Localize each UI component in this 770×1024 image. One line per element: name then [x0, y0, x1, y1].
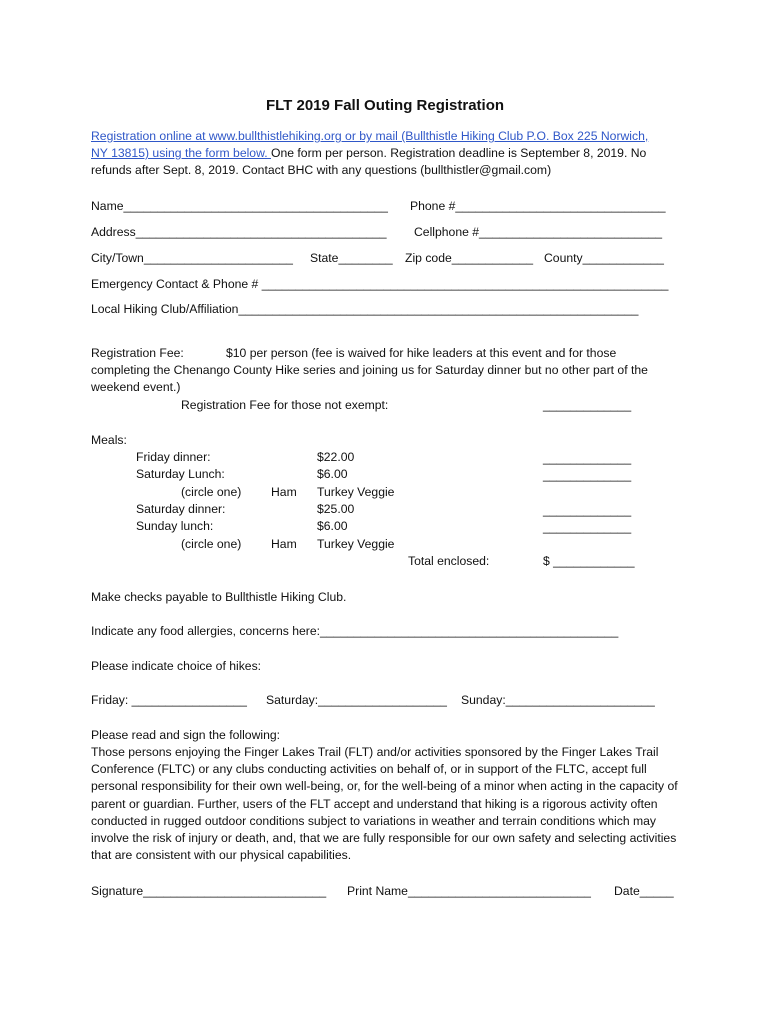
intro-line2-rest: One form per person. Registration deadline is September 8, 2019. No	[271, 146, 647, 160]
saturday-lunch-price: $6.00	[317, 467, 348, 481]
waiver-heading: Please read and sign the following:	[91, 728, 281, 742]
sunday-hike-field[interactable]: Sunday:______________________	[461, 693, 655, 707]
phone-field[interactable]: Phone #_______________________________	[410, 199, 666, 213]
saturday-circle-one: (circle one)	[181, 485, 242, 499]
saturday-dinner-price: $25.00	[317, 502, 355, 516]
name-field[interactable]: Name_______________________________________	[91, 199, 388, 213]
checks-payable-note: Make checks payable to Bullthistle Hiking Club.	[91, 590, 347, 604]
waiver-text: Those persons enjoying the Finger Lakes Trail (FLT) and/or activities sponsored by the Finger Lakes Trail Conference (FLTC) or any clubs conducting activities on behalf of, or in support of the FLTC, accept full personal responsibility for their own well-being, or, for the well-being of a minor when acting in the capacity of parent or guardian. Further, users of the FLT accept and understand that hiking is a rigorous activity often conducted in rugged outdoor conditions subject to variations in weather and terrain conditions which may involve the risk of injury or death, and, that we are fully responsible for our own safety and selecting activities that are consistent with our physical capabilities.	[91, 745, 678, 863]
fee-line2: completing the Chenango County Hike series and joining us for Saturday dinner but no other part of the	[91, 363, 648, 377]
fee-line3: weekend event.)	[91, 380, 181, 394]
saturday-dinner-blank[interactable]: _____________	[543, 503, 632, 517]
saturday-option-turkey-veggie[interactable]: Turkey Veggie	[317, 485, 395, 499]
cellphone-field[interactable]: Cellphone #___________________________	[414, 225, 663, 239]
sunday-lunch-price: $6.00	[317, 519, 348, 533]
sunday-option-ham[interactable]: Ham	[271, 537, 297, 551]
intro-line3: refunds after Sept. 8, 2019. Contact BHC with any questions (bullthistler@gmail.com)	[91, 163, 552, 177]
food-allergies-field[interactable]: Indicate any food allergies, concerns here:____________________________________________	[91, 624, 619, 638]
sunday-circle-one: (circle one)	[181, 537, 242, 551]
sunday-lunch-label: Sunday lunch:	[136, 519, 214, 533]
meals-label: Meals:	[91, 433, 127, 447]
fee-label: Registration Fee:	[91, 346, 184, 360]
page-title: FLT 2019 Fall Outing Registration	[265, 97, 505, 114]
friday-dinner-blank[interactable]: _____________	[543, 451, 632, 465]
fee-not-exempt-label: Registration Fee for those not exempt:	[181, 398, 389, 412]
state-field[interactable]: State________	[310, 251, 393, 265]
fee-line1: $10 per person (fee is waived for hike leaders at this event and for those	[226, 346, 617, 360]
emergency-contact-field[interactable]: Emergency Contact & Phone # ____________________________________________________________	[91, 277, 669, 291]
hikes-prompt: Please indicate choice of hikes:	[91, 659, 262, 673]
hiking-club-field[interactable]: Local Hiking Club/Affiliation___________________________________________________________	[91, 302, 639, 316]
address-field[interactable]: Address_____________________________________	[91, 225, 387, 239]
friday-dinner-price: $22.00	[317, 450, 355, 464]
zip-field[interactable]: Zip code____________	[405, 251, 534, 265]
date-field[interactable]: Date_____	[614, 884, 674, 898]
sunday-option-turkey-veggie[interactable]: Turkey Veggie	[317, 537, 395, 551]
registration-link-line1[interactable]	[91, 128, 648, 145]
saturday-option-ham[interactable]: Ham	[271, 485, 297, 499]
saturday-dinner-label: Saturday dinner:	[136, 502, 226, 516]
total-enclosed-label: Total enclosed:	[408, 554, 490, 568]
sunday-lunch-blank[interactable]: _____________	[543, 520, 632, 534]
intro-line2	[91, 145, 646, 162]
saturday-lunch-blank[interactable]: _____________	[543, 468, 632, 482]
saturday-lunch-label: Saturday Lunch:	[136, 467, 225, 481]
fee-not-exempt-blank[interactable]: _____________	[543, 398, 632, 412]
total-enclosed-blank[interactable]: $ ____________	[543, 554, 635, 568]
print-name-field[interactable]: Print Name___________________________	[347, 884, 591, 898]
city-field[interactable]: City/Town______________________	[91, 251, 293, 265]
registration-link[interactable]: Registration online at www.bullthistlehiking.org or by mail (Bullthistle Hiking Club P.O. Box 225 Norwich,	[91, 129, 649, 143]
friday-dinner-label: Friday dinner:	[136, 450, 211, 464]
saturday-hike-field[interactable]: Saturday:___________________	[266, 693, 447, 707]
registration-link-cont[interactable]: NY 13815) using the form below.	[91, 146, 271, 160]
county-field[interactable]: County____________	[544, 251, 664, 265]
friday-hike-field[interactable]: Friday: _________________	[91, 693, 247, 707]
signature-field[interactable]: Signature___________________________	[91, 884, 327, 898]
